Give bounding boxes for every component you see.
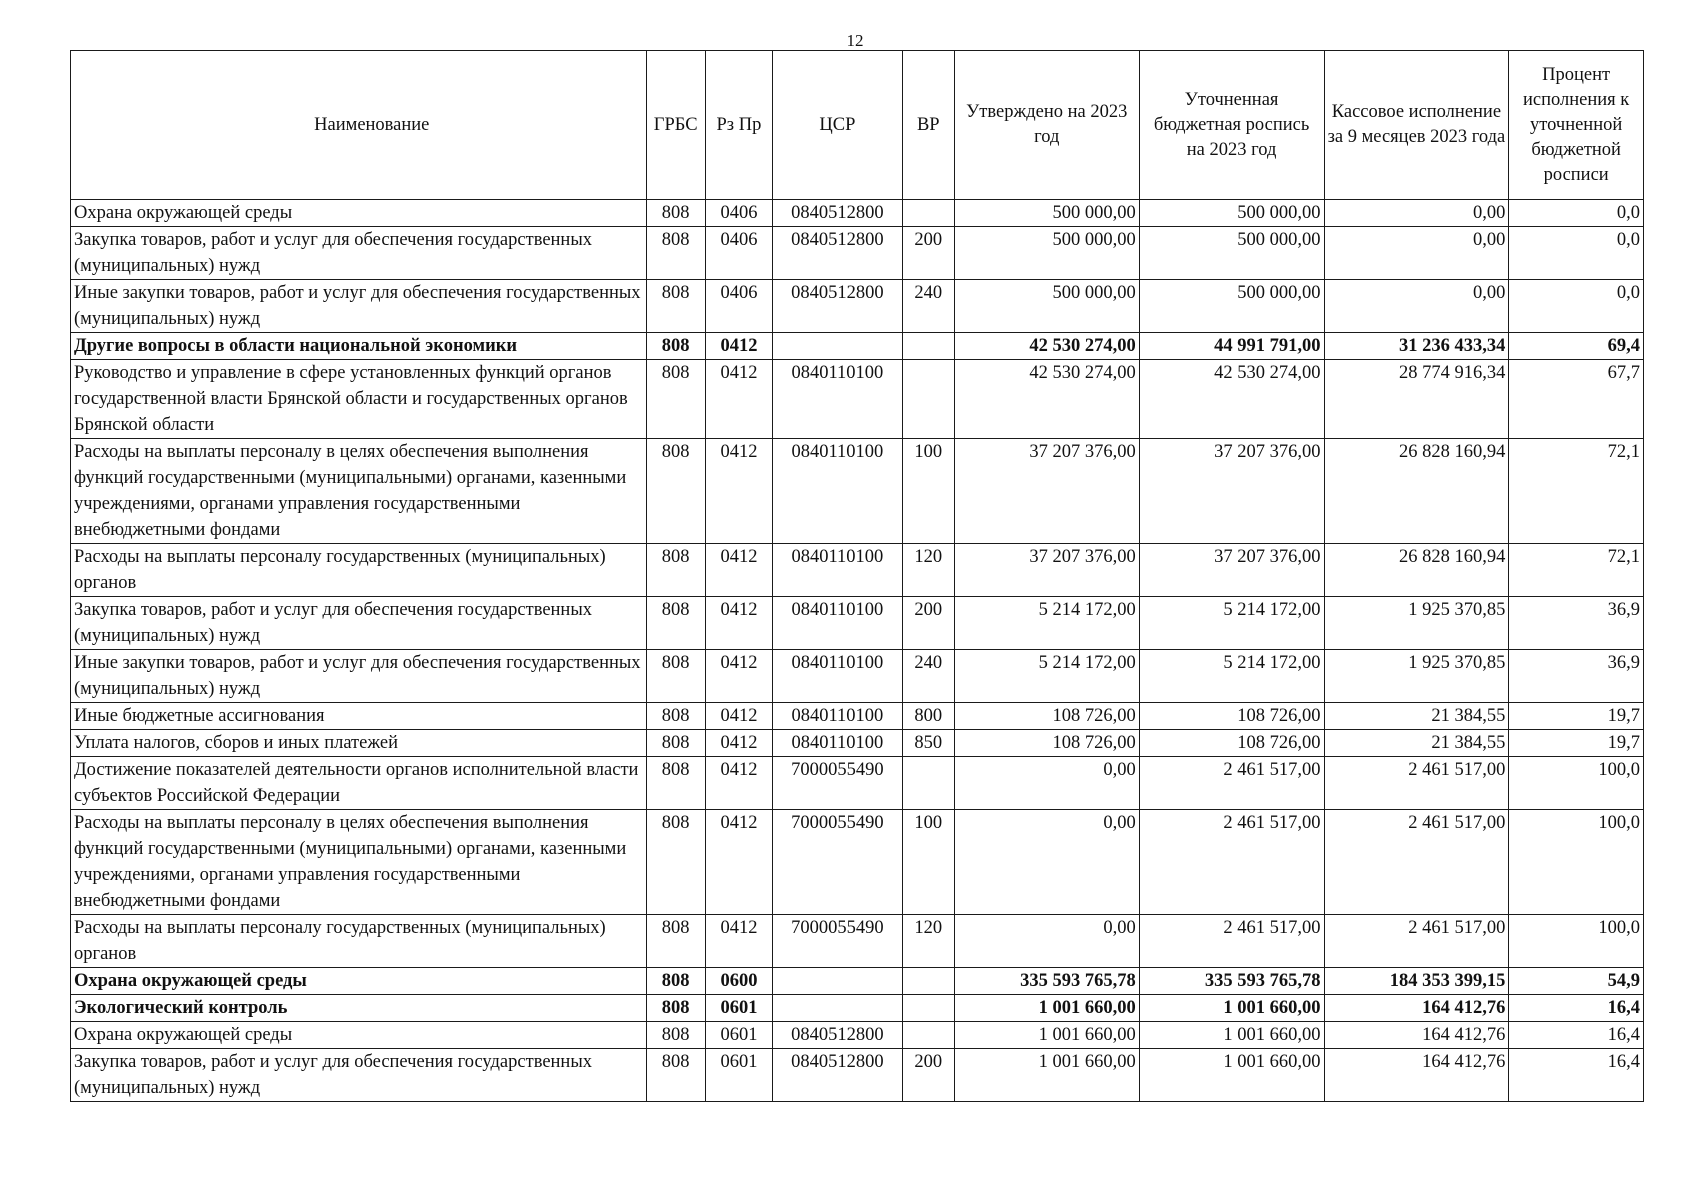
cell-grbs: 808 (646, 810, 705, 915)
cell-rzpr: 0412 (705, 597, 772, 650)
cell-refined: 42 530 274,00 (1139, 360, 1324, 439)
cell-approved: 42 530 274,00 (954, 360, 1139, 439)
cell-approved: 500 000,00 (954, 280, 1139, 333)
cell-name: Расходы на выплаты персоналу в целях обеспечения выполнения функций государственными (муниципальными) органами, казенными учреждениями, органами управления государственными внебюджетными фондами (71, 439, 647, 544)
header-percent: Процент исполнения к уточненной бюджетной росписи (1509, 51, 1644, 200)
cell-csr: 0840512800 (773, 1049, 903, 1102)
cell-cash: 164 412,76 (1324, 1049, 1509, 1102)
cell-rzpr: 0412 (705, 915, 772, 968)
cell-refined: 1 001 660,00 (1139, 1022, 1324, 1049)
cell-vr: 100 (902, 810, 954, 915)
cell-grbs: 808 (646, 227, 705, 280)
cell-percent: 16,4 (1509, 1049, 1644, 1102)
cell-vr (902, 360, 954, 439)
cell-name: Расходы на выплаты персоналу государственных (муниципальных) органов (71, 915, 647, 968)
cell-rzpr: 0412 (705, 333, 772, 360)
cell-cash: 21 384,55 (1324, 703, 1509, 730)
cell-vr (902, 333, 954, 360)
cell-percent: 36,9 (1509, 597, 1644, 650)
cell-vr: 200 (902, 227, 954, 280)
table-body (71, 200, 1644, 1102)
cell-cash: 0,00 (1324, 227, 1509, 280)
cell-grbs: 808 (646, 597, 705, 650)
cell-refined: 1 001 660,00 (1139, 1049, 1324, 1102)
cell-approved: 0,00 (954, 915, 1139, 968)
table-row (71, 544, 1644, 597)
cell-csr: 0840110100 (773, 544, 903, 597)
header-refined: Уточненная бюджетная роспись на 2023 год (1139, 51, 1324, 200)
cell-approved: 1 001 660,00 (954, 1022, 1139, 1049)
cell-grbs: 808 (646, 439, 705, 544)
cell-grbs: 808 (646, 703, 705, 730)
cell-rzpr: 0412 (705, 703, 772, 730)
cell-vr (902, 757, 954, 810)
cell-percent: 100,0 (1509, 915, 1644, 968)
cell-name: Иные закупки товаров, работ и услуг для обеспечения государственных (муниципальных) нужд (71, 650, 647, 703)
cell-grbs: 808 (646, 757, 705, 810)
cell-name: Расходы на выплаты персоналу государственных (муниципальных) органов (71, 544, 647, 597)
cell-grbs: 808 (646, 995, 705, 1022)
cell-name: Уплата налогов, сборов и иных платежей (71, 730, 647, 757)
cell-cash: 184 353 399,15 (1324, 968, 1509, 995)
cell-csr: 7000055490 (773, 810, 903, 915)
cell-approved: 108 726,00 (954, 703, 1139, 730)
cell-grbs: 808 (646, 544, 705, 597)
cell-csr (773, 333, 903, 360)
cell-rzpr: 0600 (705, 968, 772, 995)
cell-name: Закупка товаров, работ и услуг для обеспечения государственных (муниципальных) нужд (71, 1049, 647, 1102)
cell-rzpr: 0601 (705, 995, 772, 1022)
cell-cash: 164 412,76 (1324, 1022, 1509, 1049)
cell-csr: 0840110100 (773, 439, 903, 544)
cell-refined: 2 461 517,00 (1139, 915, 1324, 968)
cell-approved: 0,00 (954, 757, 1139, 810)
cell-vr: 120 (902, 544, 954, 597)
budget-table (70, 50, 1644, 1102)
cell-csr: 0840512800 (773, 1022, 903, 1049)
header-approved: Утверждено на 2023 год (954, 51, 1139, 200)
cell-grbs: 808 (646, 968, 705, 995)
header-cash: Кассовое исполнение за 9 месяцев 2023 года (1324, 51, 1509, 200)
table-row (71, 968, 1644, 995)
table-row (71, 280, 1644, 333)
cell-grbs: 808 (646, 1022, 705, 1049)
table-row (71, 227, 1644, 280)
cell-cash: 21 384,55 (1324, 730, 1509, 757)
cell-rzpr: 0406 (705, 280, 772, 333)
cell-percent: 69,4 (1509, 333, 1644, 360)
cell-refined: 108 726,00 (1139, 703, 1324, 730)
cell-grbs: 808 (646, 360, 705, 439)
cell-percent: 16,4 (1509, 995, 1644, 1022)
cell-rzpr: 0601 (705, 1049, 772, 1102)
cell-name: Достижение показателей деятельности органов исполнительной власти субъектов Российской Федерации (71, 757, 647, 810)
cell-refined: 5 214 172,00 (1139, 597, 1324, 650)
cell-name: Иные бюджетные ассигнования (71, 703, 647, 730)
cell-cash: 1 925 370,85 (1324, 650, 1509, 703)
cell-percent: 100,0 (1509, 810, 1644, 915)
cell-percent: 36,9 (1509, 650, 1644, 703)
cell-percent: 0,0 (1509, 280, 1644, 333)
cell-percent: 67,7 (1509, 360, 1644, 439)
cell-name: Охрана окружающей среды (71, 1022, 647, 1049)
cell-csr: 0840512800 (773, 280, 903, 333)
cell-approved: 1 001 660,00 (954, 1049, 1139, 1102)
cell-name: Другие вопросы в области национальной экономики (71, 333, 647, 360)
cell-cash: 0,00 (1324, 200, 1509, 227)
cell-percent: 16,4 (1509, 1022, 1644, 1049)
cell-vr: 240 (902, 280, 954, 333)
cell-grbs: 808 (646, 1049, 705, 1102)
cell-refined: 335 593 765,78 (1139, 968, 1324, 995)
cell-refined: 1 001 660,00 (1139, 995, 1324, 1022)
cell-grbs: 808 (646, 730, 705, 757)
table-row (71, 650, 1644, 703)
cell-vr: 120 (902, 915, 954, 968)
table-row (71, 1049, 1644, 1102)
cell-vr: 100 (902, 439, 954, 544)
cell-cash: 31 236 433,34 (1324, 333, 1509, 360)
cell-rzpr: 0601 (705, 1022, 772, 1049)
cell-csr: 7000055490 (773, 915, 903, 968)
cell-rzpr: 0412 (705, 757, 772, 810)
cell-refined: 37 207 376,00 (1139, 439, 1324, 544)
cell-name: Иные закупки товаров, работ и услуг для обеспечения государственных (муниципальных) нужд (71, 280, 647, 333)
cell-approved: 1 001 660,00 (954, 995, 1139, 1022)
cell-approved: 37 207 376,00 (954, 439, 1139, 544)
cell-vr (902, 1022, 954, 1049)
cell-grbs: 808 (646, 915, 705, 968)
cell-name: Охрана окружающей среды (71, 968, 647, 995)
cell-refined: 500 000,00 (1139, 280, 1324, 333)
cell-refined: 500 000,00 (1139, 200, 1324, 227)
cell-rzpr: 0412 (705, 650, 772, 703)
cell-percent: 72,1 (1509, 439, 1644, 544)
cell-refined: 2 461 517,00 (1139, 810, 1324, 915)
cell-csr: 7000055490 (773, 757, 903, 810)
cell-name: Закупка товаров, работ и услуг для обеспечения государственных (муниципальных) нужд (71, 597, 647, 650)
header-vr: ВР (902, 51, 954, 200)
cell-grbs: 808 (646, 280, 705, 333)
cell-approved: 5 214 172,00 (954, 650, 1139, 703)
cell-grbs: 808 (646, 200, 705, 227)
cell-approved: 500 000,00 (954, 227, 1139, 280)
cell-vr (902, 968, 954, 995)
table-row (71, 995, 1644, 1022)
header-row (71, 51, 1644, 200)
table-row (71, 703, 1644, 730)
cell-cash: 28 774 916,34 (1324, 360, 1509, 439)
cell-approved: 42 530 274,00 (954, 333, 1139, 360)
cell-csr: 0840110100 (773, 597, 903, 650)
table-row (71, 360, 1644, 439)
cell-rzpr: 0406 (705, 200, 772, 227)
table-row (71, 730, 1644, 757)
cell-vr: 800 (902, 703, 954, 730)
table-row (71, 597, 1644, 650)
cell-refined: 2 461 517,00 (1139, 757, 1324, 810)
cell-rzpr: 0412 (705, 810, 772, 915)
cell-vr (902, 200, 954, 227)
header-csr: ЦСР (773, 51, 903, 200)
cell-refined: 500 000,00 (1139, 227, 1324, 280)
cell-cash: 2 461 517,00 (1324, 915, 1509, 968)
cell-cash: 26 828 160,94 (1324, 544, 1509, 597)
cell-rzpr: 0412 (705, 439, 772, 544)
cell-rzpr: 0412 (705, 544, 772, 597)
table-row (71, 1022, 1644, 1049)
cell-percent: 72,1 (1509, 544, 1644, 597)
cell-name: Охрана окружающей среды (71, 200, 647, 227)
cell-csr: 0840110100 (773, 703, 903, 730)
cell-rzpr: 0406 (705, 227, 772, 280)
cell-cash: 0,00 (1324, 280, 1509, 333)
cell-cash: 2 461 517,00 (1324, 757, 1509, 810)
table-row (71, 810, 1644, 915)
cell-approved: 37 207 376,00 (954, 544, 1139, 597)
cell-cash: 2 461 517,00 (1324, 810, 1509, 915)
cell-approved: 335 593 765,78 (954, 968, 1139, 995)
cell-approved: 500 000,00 (954, 200, 1139, 227)
header-rzpr: Рз Пр (705, 51, 772, 200)
cell-percent: 54,9 (1509, 968, 1644, 995)
cell-vr: 240 (902, 650, 954, 703)
cell-vr: 200 (902, 1049, 954, 1102)
cell-grbs: 808 (646, 333, 705, 360)
cell-cash: 26 828 160,94 (1324, 439, 1509, 544)
cell-csr (773, 968, 903, 995)
cell-percent: 0,0 (1509, 200, 1644, 227)
cell-percent: 19,7 (1509, 730, 1644, 757)
cell-approved: 0,00 (954, 810, 1139, 915)
cell-name: Закупка товаров, работ и услуг для обеспечения государственных (муниципальных) нужд (71, 227, 647, 280)
table-row (71, 439, 1644, 544)
cell-percent: 0,0 (1509, 227, 1644, 280)
cell-csr (773, 995, 903, 1022)
table-row (71, 200, 1644, 227)
cell-refined: 37 207 376,00 (1139, 544, 1324, 597)
cell-rzpr: 0412 (705, 360, 772, 439)
cell-rzpr: 0412 (705, 730, 772, 757)
header-grbs: ГРБС (646, 51, 705, 200)
cell-name: Расходы на выплаты персоналу в целях обеспечения выполнения функций государственными (муниципальными) органами, казенными учреждениями, органами управления государственными внебюджетными фондами (71, 810, 647, 915)
cell-percent: 19,7 (1509, 703, 1644, 730)
cell-csr: 0840110100 (773, 360, 903, 439)
cell-refined: 5 214 172,00 (1139, 650, 1324, 703)
cell-cash: 164 412,76 (1324, 995, 1509, 1022)
cell-cash: 1 925 370,85 (1324, 597, 1509, 650)
cell-percent: 100,0 (1509, 757, 1644, 810)
cell-approved: 108 726,00 (954, 730, 1139, 757)
cell-csr: 0840110100 (773, 730, 903, 757)
cell-name: Руководство и управление в сфере установленных функций органов государственной власти Брянской области и государственных органов Брянской области (71, 360, 647, 439)
cell-grbs: 808 (646, 650, 705, 703)
header-name: Наименование (71, 51, 647, 200)
cell-vr: 850 (902, 730, 954, 757)
table-row (71, 915, 1644, 968)
table-row (71, 333, 1644, 360)
cell-refined: 44 991 791,00 (1139, 333, 1324, 360)
cell-name: Экологический контроль (71, 995, 647, 1022)
page-number: 12 (846, 31, 864, 50)
cell-csr: 0840512800 (773, 227, 903, 280)
cell-vr (902, 995, 954, 1022)
cell-csr: 0840512800 (773, 200, 903, 227)
cell-csr: 0840110100 (773, 650, 903, 703)
cell-refined: 108 726,00 (1139, 730, 1324, 757)
cell-vr: 200 (902, 597, 954, 650)
cell-approved: 5 214 172,00 (954, 597, 1139, 650)
table-header (71, 51, 1644, 200)
table-row (71, 757, 1644, 810)
